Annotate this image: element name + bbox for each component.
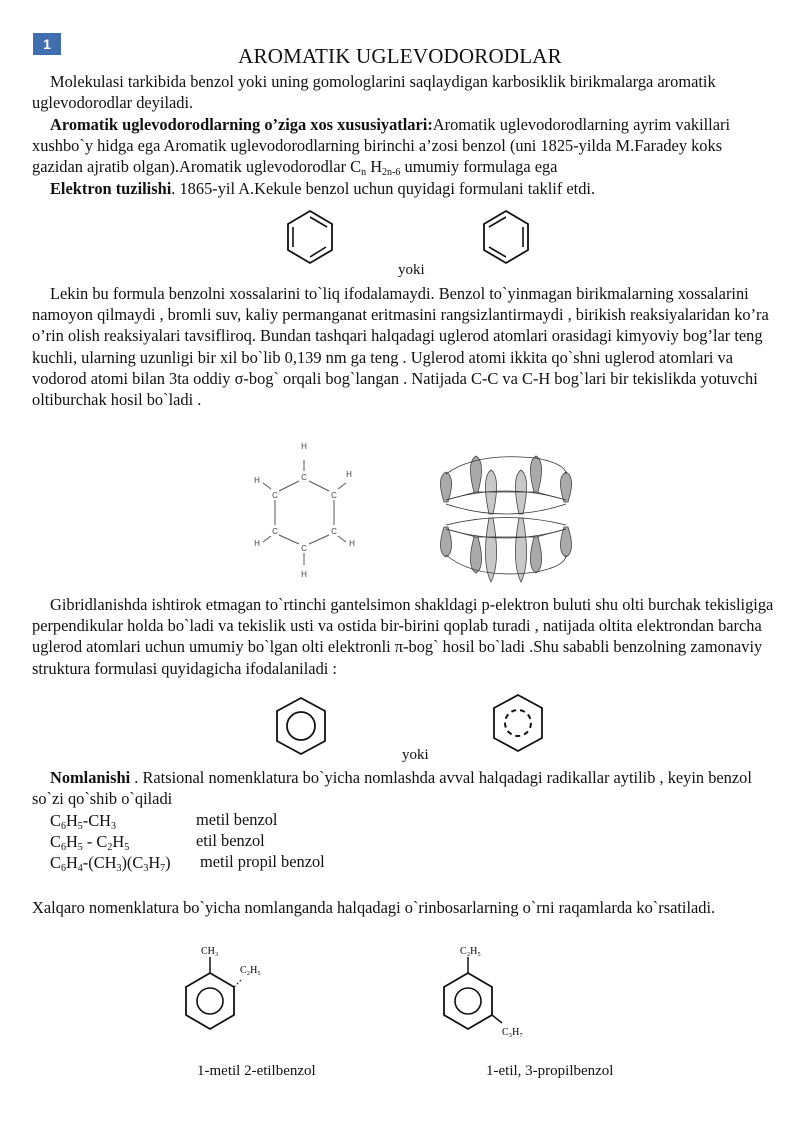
formula-part: ) [165,853,171,872]
formula-part: C [50,811,61,830]
features-text-end: umumiy formulaga ega [404,157,558,177]
example-name-3: metil propil benzol [200,852,325,871]
formula-n: n [361,167,367,179]
pi-bond-text: Gibridlanishda ishtirok etmagan to`rtinchi gantelsimon shakldagi p-elektron buluti shu olti burchak tekisligiga perpendikular holda bo`ladi va tekislik usti va ostida bir-birini qoplab turadi , natijada oltita elektrondan barcha uglerod atomlari uchun umumiy bo`lgan olti elektronli π-bog` hosil bo`ladi .Shu sababli benzolning zamonaviy struktura formulasi quyidagicha ifodalaniladi : [32,595,774,678]
atom-label-c-upper-left: C [272,491,278,500]
page-number-badge: 1 [33,33,61,55]
substituent-c2h5: C₂H₅ [460,946,481,957]
naming-text: . Ratsional nomenklatura bo`yicha nomlashda avval halqadagi radikallar aytilib , keyin benzol so`zi qo`shib o`qiladi [32,768,752,809]
formula-part: H [148,853,161,872]
sigma-bond-skeleton [246,440,366,580]
formula-part: -CH [82,811,112,830]
features-paragraph [32,114,770,184]
formula-sub: 5 [124,842,130,853]
kekule-structure-2 [476,207,536,267]
atom-label-h-upper-right: H [346,470,352,479]
formula-part: H [65,832,78,851]
atom-label-h-lower-right: H [349,539,355,548]
benzene-dashed-ring-structure [490,692,546,754]
substituent-c3h7: C₃H₇ [502,1027,523,1038]
formula-sub: 5 [77,842,83,853]
atom-label-c-bottom: C [301,544,307,553]
methyl-ethylbenzene-structure [176,943,276,1033]
or-label-1: yoki [398,262,425,278]
kekule-critique-text: Lekin bu formula benzolni xossalarini to`liq ifodalamaydi. Benzol to`yinmagan birikmalarning xossalarini namoyon qilmaydi , bromli suv, kaliy permanganat eritmasini rangsizlantirmaydi , birikish reaksiyalaridan ko’ra o’rin olish reaksiyalari tavsifliroq. Bundan tashqari halqadagi uglerod atomlari orasidagi kimyoviy bog’lar teng kuchli, ularning uzunligi bir xil bo`lib 0,139 nm ga teng . Uglerod atomi ikkita qo`shni uglerod atomlari va vodorod atomi bilan 3ta oddiy σ-bog` orqali bog`langan . Natijada C-C va C-H bog`lari bir tekislikda yotuvchi oltiburchak hosil bo`ladi . [32,284,769,410]
example-name-1: metil benzol [196,810,278,829]
formula-sub: 3 [111,821,117,832]
formula-part: H [112,832,125,851]
atom-label-c-lower-left: C [272,527,278,536]
atom-label-c-upper-right: C [331,491,337,500]
formula-part: )(C [121,853,144,872]
substituent-ch3: CH₃ [201,946,219,957]
substituent-c2h5: C₂H₅ [240,965,261,976]
intro-paragraph [32,71,772,113]
naming-paragraph [32,767,772,809]
atom-label-h-lower-left: H [254,539,260,548]
example-formula-3 [50,852,171,879]
naming-heading: Nomlanishi [50,768,131,787]
caption-methyl-ethylbenzene: 1-metil 2-etilbenzol [197,1063,316,1079]
formula-sub: 2 [107,842,113,853]
formula-part: -(CH [82,853,117,872]
features-heading: Aromatik uglevodorodlarning o’ziga xos xususiyatlari: [50,115,433,134]
formula-part: C [50,853,61,872]
example-name-2: etil benzol [196,831,265,850]
formula-sub: 4 [77,863,83,874]
formula-part: H [65,853,78,872]
atom-label-c-lower-right: C [331,527,337,536]
electron-heading: Elektron tuzilishi [50,179,172,198]
formula-c: C [350,157,362,177]
formula-sub: 6 [60,821,66,832]
formula-part: H [65,811,78,830]
atom-label-h-upper-left: H [254,476,260,485]
kekule-critique-paragraph [32,283,774,410]
formula-sub: 3 [143,863,149,874]
ethyl-propylbenzene-structure [438,943,548,1043]
electron-text: . 1865-yil A.Kekule benzol uchun quyidagi formulani taklif etdi. [171,179,596,198]
atom-label-h-bottom: H [301,570,307,579]
atom-label-c-top: C [301,473,307,482]
intro-text: Molekulasi tarkibida benzol yoki uning gomologlarini saqlaydigan karbosiklik birikmalarga aromatik uglevodorodlar deyiladi. [32,72,716,113]
caption-ethyl-propylbenzene: 1-etil, 3-propilbenzol [486,1063,614,1079]
formula-h-sub: 2n-6 [382,167,401,179]
benzene-circle-structure [273,695,329,757]
atom-label-h-top: H [301,442,307,451]
formula-sub: 3 [116,863,122,874]
or-label-2: yoki [402,747,429,763]
formula-sub: 5 [77,821,83,832]
formula-sub: 7 [160,863,166,874]
page-title: AROMATIK UGLEVODORODLAR [238,44,562,68]
formula-part: - C [82,832,108,851]
kekule-structure-1 [280,207,340,267]
international-naming-paragraph: Xalqaro nomenklatura bo`yicha nomlanganda halqadagi o`rinbosarlarning o`rni raqamlarda ko`rsatiladi. [32,898,716,917]
pi-bond-paragraph [32,594,774,679]
features-text: Aromatik uglevodorodlarning ayrim vakillari xushbo`y hidga ega Aromatik uglevodorodlarning birinchi a’zosi benzol (uni 1825-yilda M.Faradey koks gazidan ajratib olgan).Aromatik uglevodorodlar [32,115,731,177]
electron-paragraph [32,178,772,199]
p-orbital-overlap-diagram [436,452,576,584]
formula-h: H [370,157,383,177]
formula-sub: 6 [60,863,66,874]
formula-part: C [50,832,61,851]
formula-sub: 6 [60,842,66,853]
